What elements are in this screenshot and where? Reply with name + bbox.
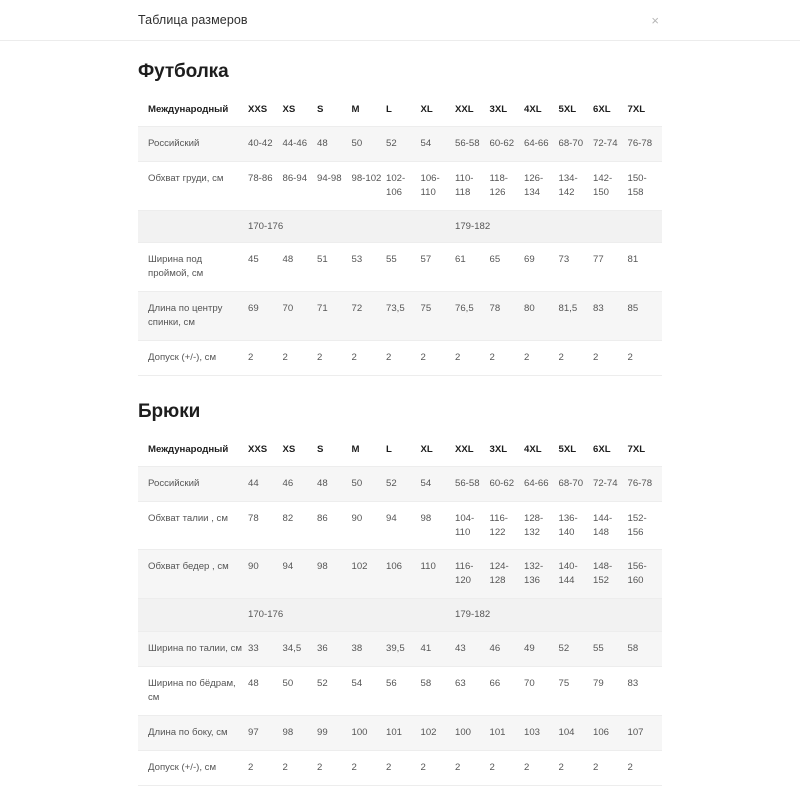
- table-cell: 142-150: [593, 161, 628, 210]
- table-cell: 106: [386, 550, 421, 599]
- table-cell: 81: [628, 243, 663, 292]
- table-cell: 69: [524, 243, 559, 292]
- table-cell: 56-58: [455, 466, 490, 501]
- column-header-xxs: XXS: [248, 435, 283, 466]
- table-cell: 56-58: [455, 126, 490, 161]
- table-cell: 106: [593, 715, 628, 750]
- column-header-xxl: XXL: [455, 95, 490, 126]
- table-row: [138, 550, 662, 599]
- table-cell: 100: [455, 715, 490, 750]
- table-cell: 54: [421, 126, 456, 161]
- table-cell: 75: [559, 667, 594, 716]
- table-cell: 70: [524, 667, 559, 716]
- table-cell: 82: [283, 501, 318, 550]
- table-cell: 72-74: [593, 126, 628, 161]
- table-cell: 64-66: [524, 126, 559, 161]
- table-cell: 48: [283, 243, 318, 292]
- table-cell: 49: [524, 632, 559, 667]
- table-row: [138, 292, 662, 341]
- table-cell: 68-70: [559, 466, 594, 501]
- table-cell: 75: [421, 292, 456, 341]
- row-label: Российский: [138, 466, 248, 501]
- table-row: [138, 341, 662, 376]
- table-cell: 107: [628, 715, 663, 750]
- section-title-pants: Брюки: [138, 400, 201, 422]
- table-cell: 34,5: [283, 632, 318, 667]
- table-row: [138, 715, 662, 750]
- table-cell: 58: [421, 667, 456, 716]
- table-cell: 2: [421, 750, 456, 785]
- row-label: Ширина под проймой, см: [138, 243, 248, 292]
- height-range-right: 179-182: [455, 599, 662, 632]
- table-cell: 69: [248, 292, 283, 341]
- row-label: Обхват бедер , см: [138, 550, 248, 599]
- table-cell: 45: [248, 243, 283, 292]
- table-cell: 2: [628, 750, 663, 785]
- table-cell: 40-42: [248, 126, 283, 161]
- table-cell: 104: [559, 715, 594, 750]
- table-cell: 50: [352, 466, 387, 501]
- column-header-label: Международный: [138, 95, 248, 126]
- table-cell: 2: [490, 750, 525, 785]
- column-header-xl: XL: [421, 435, 456, 466]
- table-header-row: [138, 435, 662, 466]
- table-cell: 72: [352, 292, 387, 341]
- table-cell: 98: [421, 501, 456, 550]
- column-header-l: L: [386, 435, 421, 466]
- table-cell: 118-126: [490, 161, 525, 210]
- table-cell: 136-140: [559, 501, 594, 550]
- table-row: [138, 667, 662, 716]
- column-header-xxs: XXS: [248, 95, 283, 126]
- table-cell: 46: [490, 632, 525, 667]
- table-cell: 79: [593, 667, 628, 716]
- sections-container: [138, 62, 662, 786]
- table-cell: 150-158: [628, 161, 663, 210]
- table-cell: 33: [248, 632, 283, 667]
- table-cell: 2: [283, 341, 318, 376]
- table-cell: 50: [352, 126, 387, 161]
- table-cell: 71: [317, 292, 352, 341]
- table-cell: 60-62: [490, 126, 525, 161]
- table-cell: 2: [593, 750, 628, 785]
- table-cell: 102-106: [386, 161, 421, 210]
- table-cell: 55: [386, 243, 421, 292]
- table-cell: 76,5: [455, 292, 490, 341]
- table-cell: 106-110: [421, 161, 456, 210]
- table-cell: 110-118: [455, 161, 490, 210]
- table-cell: 36: [317, 632, 352, 667]
- height-range-left: 170-176: [248, 599, 455, 632]
- table-cell: 64-66: [524, 466, 559, 501]
- table-cell: 58: [628, 632, 663, 667]
- table-cell: 83: [593, 292, 628, 341]
- table-cell: 2: [421, 341, 456, 376]
- table-cell: 94-98: [317, 161, 352, 210]
- table-cell: 56: [386, 667, 421, 716]
- table-cell: 140-144: [559, 550, 594, 599]
- table-cell: 134-142: [559, 161, 594, 210]
- table-cell: 99: [317, 715, 352, 750]
- row-label: Длина по боку, см: [138, 715, 248, 750]
- table-cell: 60-62: [490, 466, 525, 501]
- row-label: [138, 599, 248, 632]
- table-row: [138, 466, 662, 501]
- table-cell: 54: [352, 667, 387, 716]
- table-cell: 73,5: [386, 292, 421, 341]
- row-label: Обхват талии , см: [138, 501, 248, 550]
- table-cell: 2: [386, 341, 421, 376]
- row-label: Допуск (+/-), см: [138, 750, 248, 785]
- column-header-6xl: 6XL: [593, 95, 628, 126]
- table-row: [138, 210, 662, 243]
- table-cell: 102: [421, 715, 456, 750]
- table-cell: 2: [593, 341, 628, 376]
- column-header-xl: XL: [421, 95, 456, 126]
- table-cell: 83: [628, 667, 663, 716]
- column-header-s: S: [317, 435, 352, 466]
- table-cell: 148-152: [593, 550, 628, 599]
- column-header-4xl: 4XL: [524, 95, 559, 126]
- row-label: Длина по центру спинки, см: [138, 292, 248, 341]
- table-cell: 2: [455, 750, 490, 785]
- table-cell: 98: [317, 550, 352, 599]
- table-cell: 2: [524, 341, 559, 376]
- table-cell: 77: [593, 243, 628, 292]
- column-header-m: M: [352, 95, 387, 126]
- row-label: Допуск (+/-), см: [138, 341, 248, 376]
- table-row: [138, 126, 662, 161]
- table-cell: 102: [352, 550, 387, 599]
- table-cell: 110: [421, 550, 456, 599]
- table-cell: 48: [248, 667, 283, 716]
- table-cell: 2: [248, 341, 283, 376]
- column-header-l: L: [386, 95, 421, 126]
- table-cell: 101: [490, 715, 525, 750]
- table-cell: 103: [524, 715, 559, 750]
- column-header-4xl: 4XL: [524, 435, 559, 466]
- column-header-xs: XS: [283, 95, 318, 126]
- table-cell: 61: [455, 243, 490, 292]
- column-header-7xl: 7XL: [628, 95, 663, 126]
- table-cell: 76-78: [628, 126, 663, 161]
- table-cell: 63: [455, 667, 490, 716]
- modal-header: [0, 0, 800, 41]
- table-row: [138, 750, 662, 785]
- table-cell: 72-74: [593, 466, 628, 501]
- table-cell: 50: [283, 667, 318, 716]
- table-cell: 44-46: [283, 126, 318, 161]
- row-label: Обхват груди, см: [138, 161, 248, 210]
- table-cell: 98-102: [352, 161, 387, 210]
- column-header-5xl: 5XL: [559, 435, 594, 466]
- table-cell: 48: [317, 126, 352, 161]
- table-cell: 90: [352, 501, 387, 550]
- table-cell: 116-122: [490, 501, 525, 550]
- size-table-tshirt: [138, 95, 662, 376]
- table-cell: 2: [628, 341, 663, 376]
- table-cell: 2: [352, 341, 387, 376]
- table-cell: 57: [421, 243, 456, 292]
- table-cell: 152-156: [628, 501, 663, 550]
- table-row: [138, 599, 662, 632]
- row-label: Ширина по бёдрам, см: [138, 667, 248, 716]
- table-cell: 2: [559, 341, 594, 376]
- table-cell: 85: [628, 292, 663, 341]
- table-cell: 81,5: [559, 292, 594, 341]
- table-cell: 2: [317, 341, 352, 376]
- table-cell: 43: [455, 632, 490, 667]
- table-cell: 86-94: [283, 161, 318, 210]
- height-range-left: 170-176: [248, 210, 455, 243]
- table-cell: 78: [248, 501, 283, 550]
- table-cell: 39,5: [386, 632, 421, 667]
- column-header-5xl: 5XL: [559, 95, 594, 126]
- table-row: [138, 501, 662, 550]
- table-row: [138, 632, 662, 667]
- table-cell: 41: [421, 632, 456, 667]
- table-cell: 86: [317, 501, 352, 550]
- size-table-pants: [138, 435, 662, 786]
- section-title-tshirt: Футболка: [138, 61, 229, 82]
- table-cell: 116-120: [455, 550, 490, 599]
- table-cell: 128-132: [524, 501, 559, 550]
- table-cell: 126-134: [524, 161, 559, 210]
- table-cell: 124-128: [490, 550, 525, 599]
- column-header-6xl: 6XL: [593, 435, 628, 466]
- table-cell: 2: [455, 341, 490, 376]
- table-cell: 2: [559, 750, 594, 785]
- table-cell: 54: [421, 466, 456, 501]
- table-cell: 132-136: [524, 550, 559, 599]
- column-header-3xl: 3XL: [490, 435, 525, 466]
- table-cell: 2: [490, 341, 525, 376]
- table-cell: 70: [283, 292, 318, 341]
- table-cell: 52: [386, 126, 421, 161]
- table-cell: 52: [317, 667, 352, 716]
- table-cell: 2: [248, 750, 283, 785]
- table-cell: 2: [386, 750, 421, 785]
- table-cell: 94: [283, 550, 318, 599]
- column-header-s: S: [317, 95, 352, 126]
- table-cell: 76-78: [628, 466, 663, 501]
- table-row: [138, 161, 662, 210]
- table-cell: 104-110: [455, 501, 490, 550]
- table-cell: 78: [490, 292, 525, 341]
- table-cell: 66: [490, 667, 525, 716]
- table-cell: 52: [559, 632, 594, 667]
- table-cell: 65: [490, 243, 525, 292]
- row-label: Ширина по талии, см: [138, 632, 248, 667]
- column-header-label: Международный: [138, 435, 248, 466]
- table-cell: 90: [248, 550, 283, 599]
- table-row: [138, 243, 662, 292]
- table-cell: 156-160: [628, 550, 663, 599]
- table-cell: 73: [559, 243, 594, 292]
- table-cell: 51: [317, 243, 352, 292]
- table-cell: 48: [317, 466, 352, 501]
- column-header-xxl: XXL: [455, 435, 490, 466]
- table-cell: 53: [352, 243, 387, 292]
- table-cell: 144-148: [593, 501, 628, 550]
- close-icon[interactable]: ×: [648, 12, 662, 29]
- table-cell: 98: [283, 715, 318, 750]
- table-cell: 52: [386, 466, 421, 501]
- table-cell: 38: [352, 632, 387, 667]
- column-header-3xl: 3XL: [490, 95, 525, 126]
- column-header-7xl: 7XL: [628, 435, 663, 466]
- table-cell: 80: [524, 292, 559, 341]
- table-cell: 44: [248, 466, 283, 501]
- table-cell: 2: [283, 750, 318, 785]
- row-label: Российский: [138, 126, 248, 161]
- table-cell: 46: [283, 466, 318, 501]
- table-cell: 78-86: [248, 161, 283, 210]
- modal-content: [0, 62, 800, 786]
- table-cell: 68-70: [559, 126, 594, 161]
- page-title: Таблица размеров: [138, 13, 248, 28]
- table-cell: 2: [317, 750, 352, 785]
- column-header-m: M: [352, 435, 387, 466]
- table-cell: 100: [352, 715, 387, 750]
- table-cell: 101: [386, 715, 421, 750]
- column-header-xs: XS: [283, 435, 318, 466]
- table-cell: 55: [593, 632, 628, 667]
- table-cell: 2: [524, 750, 559, 785]
- table-cell: 94: [386, 501, 421, 550]
- table-cell: 97: [248, 715, 283, 750]
- table-header-row: [138, 95, 662, 126]
- table-cell: 2: [352, 750, 387, 785]
- row-label: [138, 210, 248, 243]
- height-range-right: 179-182: [455, 210, 662, 243]
